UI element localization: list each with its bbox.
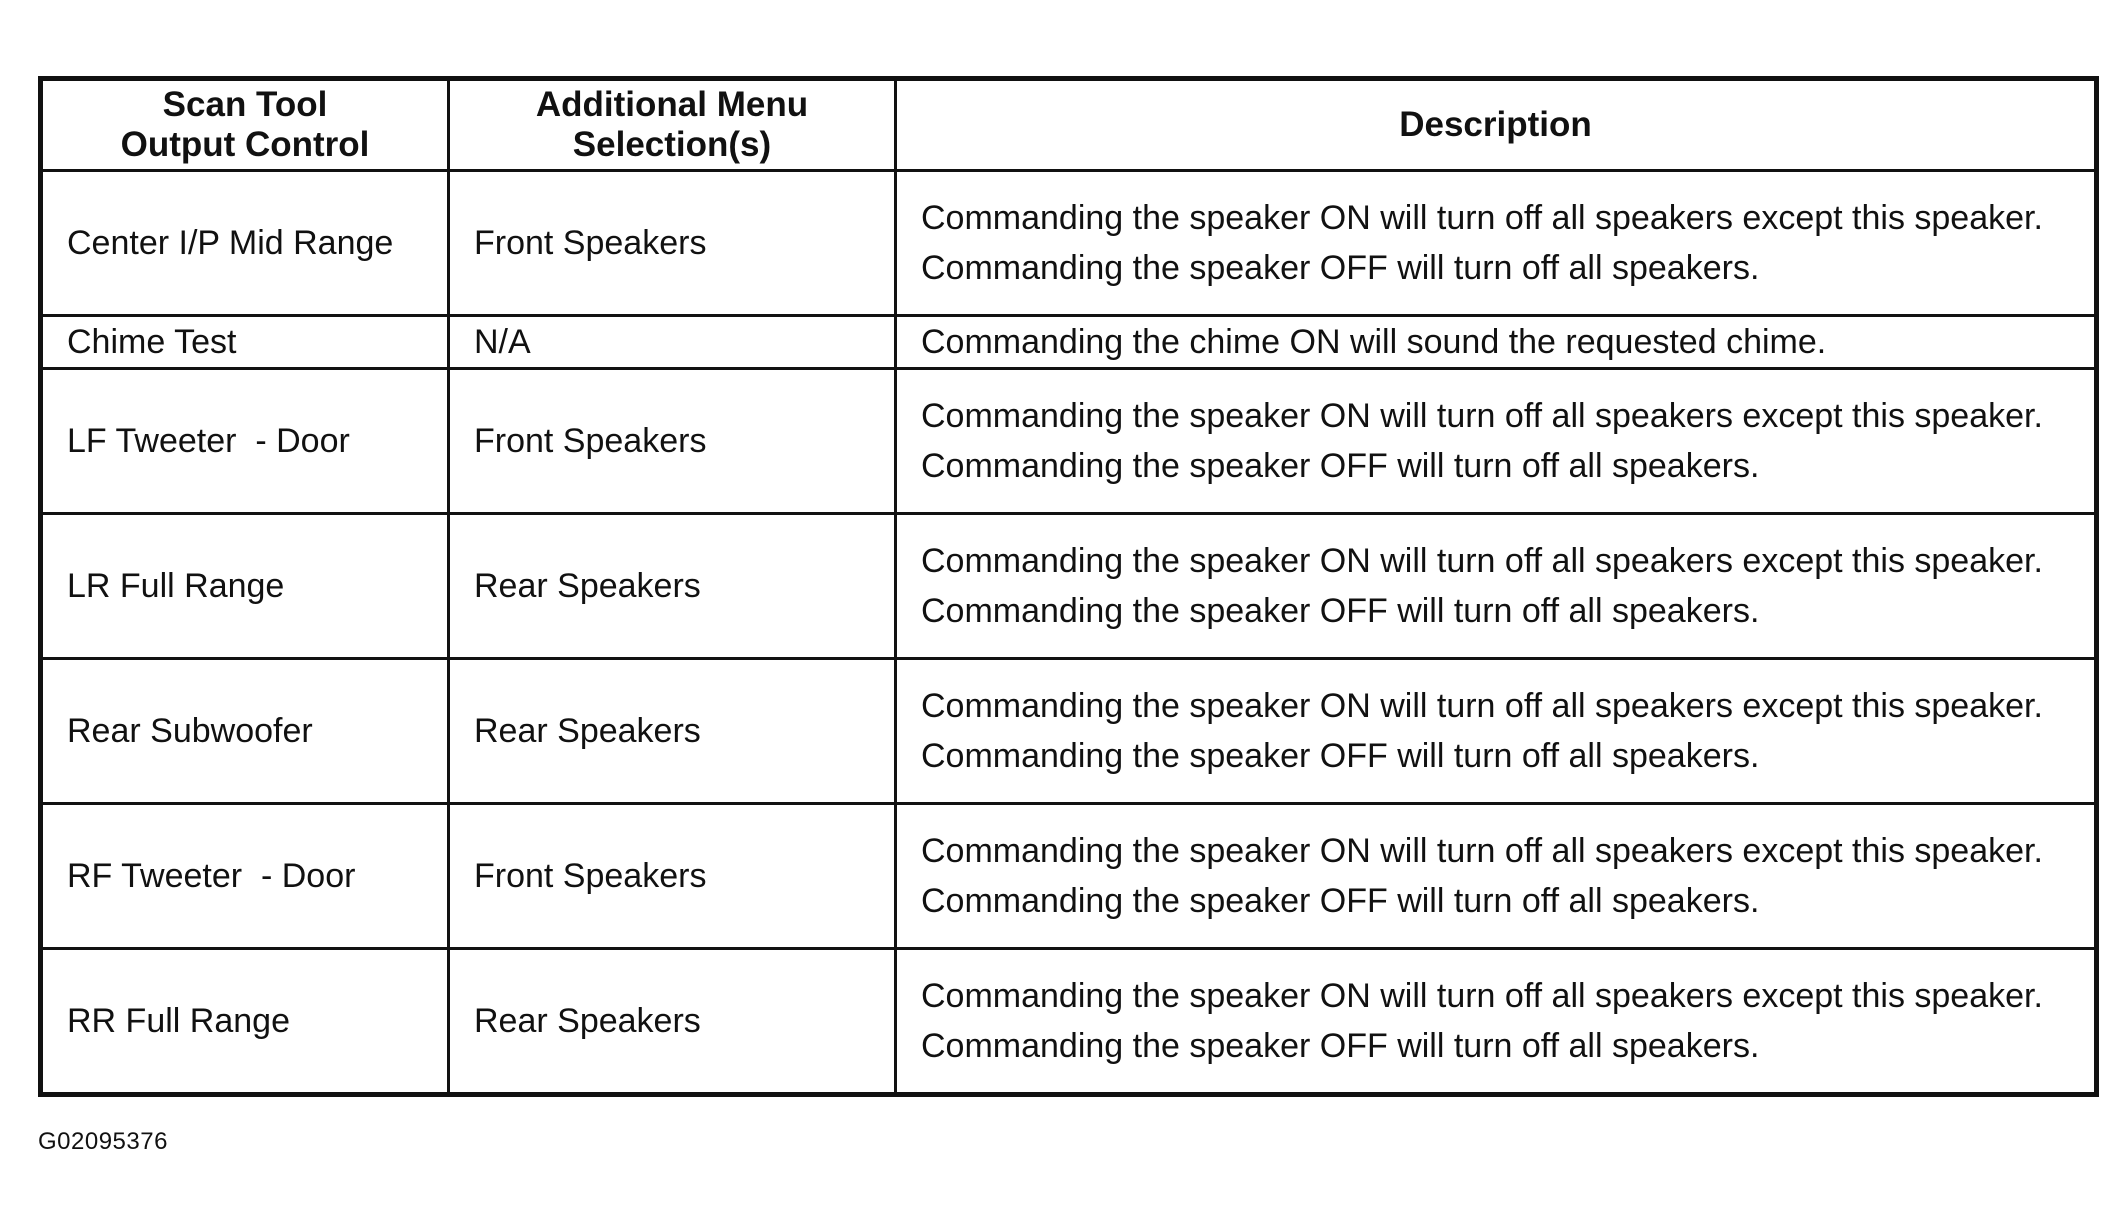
description-text: Commanding the speaker OFF will turn off all speakers.: [921, 737, 1760, 775]
description-text: Commanding the speaker ON will turn off all speakers except this speaker.: [921, 199, 2043, 237]
description-cell: [896, 171, 2097, 316]
output-control-cell: RF Tweeter - Door: [41, 804, 449, 949]
header-additional-menu-selections: [449, 79, 896, 171]
description-text: Commanding the speaker ON will turn off all speakers except this speaker.: [921, 977, 2043, 1015]
output-control-table: [38, 76, 2099, 1097]
header-text: Output Control: [120, 125, 370, 164]
description-text: Commanding the speaker ON will turn off all speakers except this speaker.: [921, 832, 2043, 870]
output-control-cell: Chime Test: [41, 316, 449, 369]
menu-selection-cell: Rear Speakers: [449, 514, 896, 659]
description-text: Commanding the speaker OFF will turn off all speakers.: [921, 1027, 1760, 1065]
table-row: [41, 369, 2097, 514]
output-control-cell: LF Tweeter - Door: [41, 369, 449, 514]
menu-selection-cell: Front Speakers: [449, 171, 896, 316]
description-text: Commanding the speaker OFF will turn off all speakers.: [921, 249, 1760, 287]
table-row: [41, 316, 2097, 369]
header-text: Selection(s): [572, 125, 772, 164]
output-control-cell: Rear Subwoofer: [41, 659, 449, 804]
description-cell: [896, 514, 2097, 659]
description-text: Commanding the chime ON will sound the requested chime.: [921, 323, 1827, 361]
header-text: Scan Tool: [162, 85, 328, 124]
output-control-cell: RR Full Range: [41, 949, 449, 1095]
description-text: Commanding the speaker ON will turn off all speakers except this speaker.: [921, 687, 2043, 725]
description-text: Commanding the speaker ON will turn off all speakers except this speaker.: [921, 397, 2043, 435]
table-row: [41, 171, 2097, 316]
header-description: [896, 79, 2097, 171]
table-row: [41, 514, 2097, 659]
description-cell: [896, 804, 2097, 949]
menu-selection-cell: Front Speakers: [449, 804, 896, 949]
menu-selection-cell: Rear Speakers: [449, 949, 896, 1095]
header-text: Additional Menu: [535, 85, 809, 124]
menu-selection-cell: Front Speakers: [449, 369, 896, 514]
description-cell: [896, 659, 2097, 804]
table-header-row: [41, 79, 2097, 171]
description-cell: [896, 949, 2097, 1095]
description-text: Commanding the speaker OFF will turn off all speakers.: [921, 882, 1760, 920]
header-scan-tool-output-control: [41, 79, 449, 171]
description-text: Commanding the speaker OFF will turn off all speakers.: [921, 592, 1760, 630]
menu-selection-cell: N/A: [449, 316, 896, 369]
table-row: [41, 659, 2097, 804]
description-text: Commanding the speaker ON will turn off all speakers except this speaker.: [921, 542, 2043, 580]
output-control-cell: Center I/P Mid Range: [41, 171, 449, 316]
header-text: Description: [1399, 105, 1592, 144]
description-cell: [896, 316, 2097, 369]
table-row: [41, 949, 2097, 1095]
menu-selection-cell: Rear Speakers: [449, 659, 896, 804]
table-row: [41, 804, 2097, 949]
description-text: Commanding the speaker OFF will turn off all speakers.: [921, 447, 1760, 485]
figure-id: G02095376: [38, 1128, 168, 1155]
output-control-cell: LR Full Range: [41, 514, 449, 659]
description-cell: [896, 369, 2097, 514]
